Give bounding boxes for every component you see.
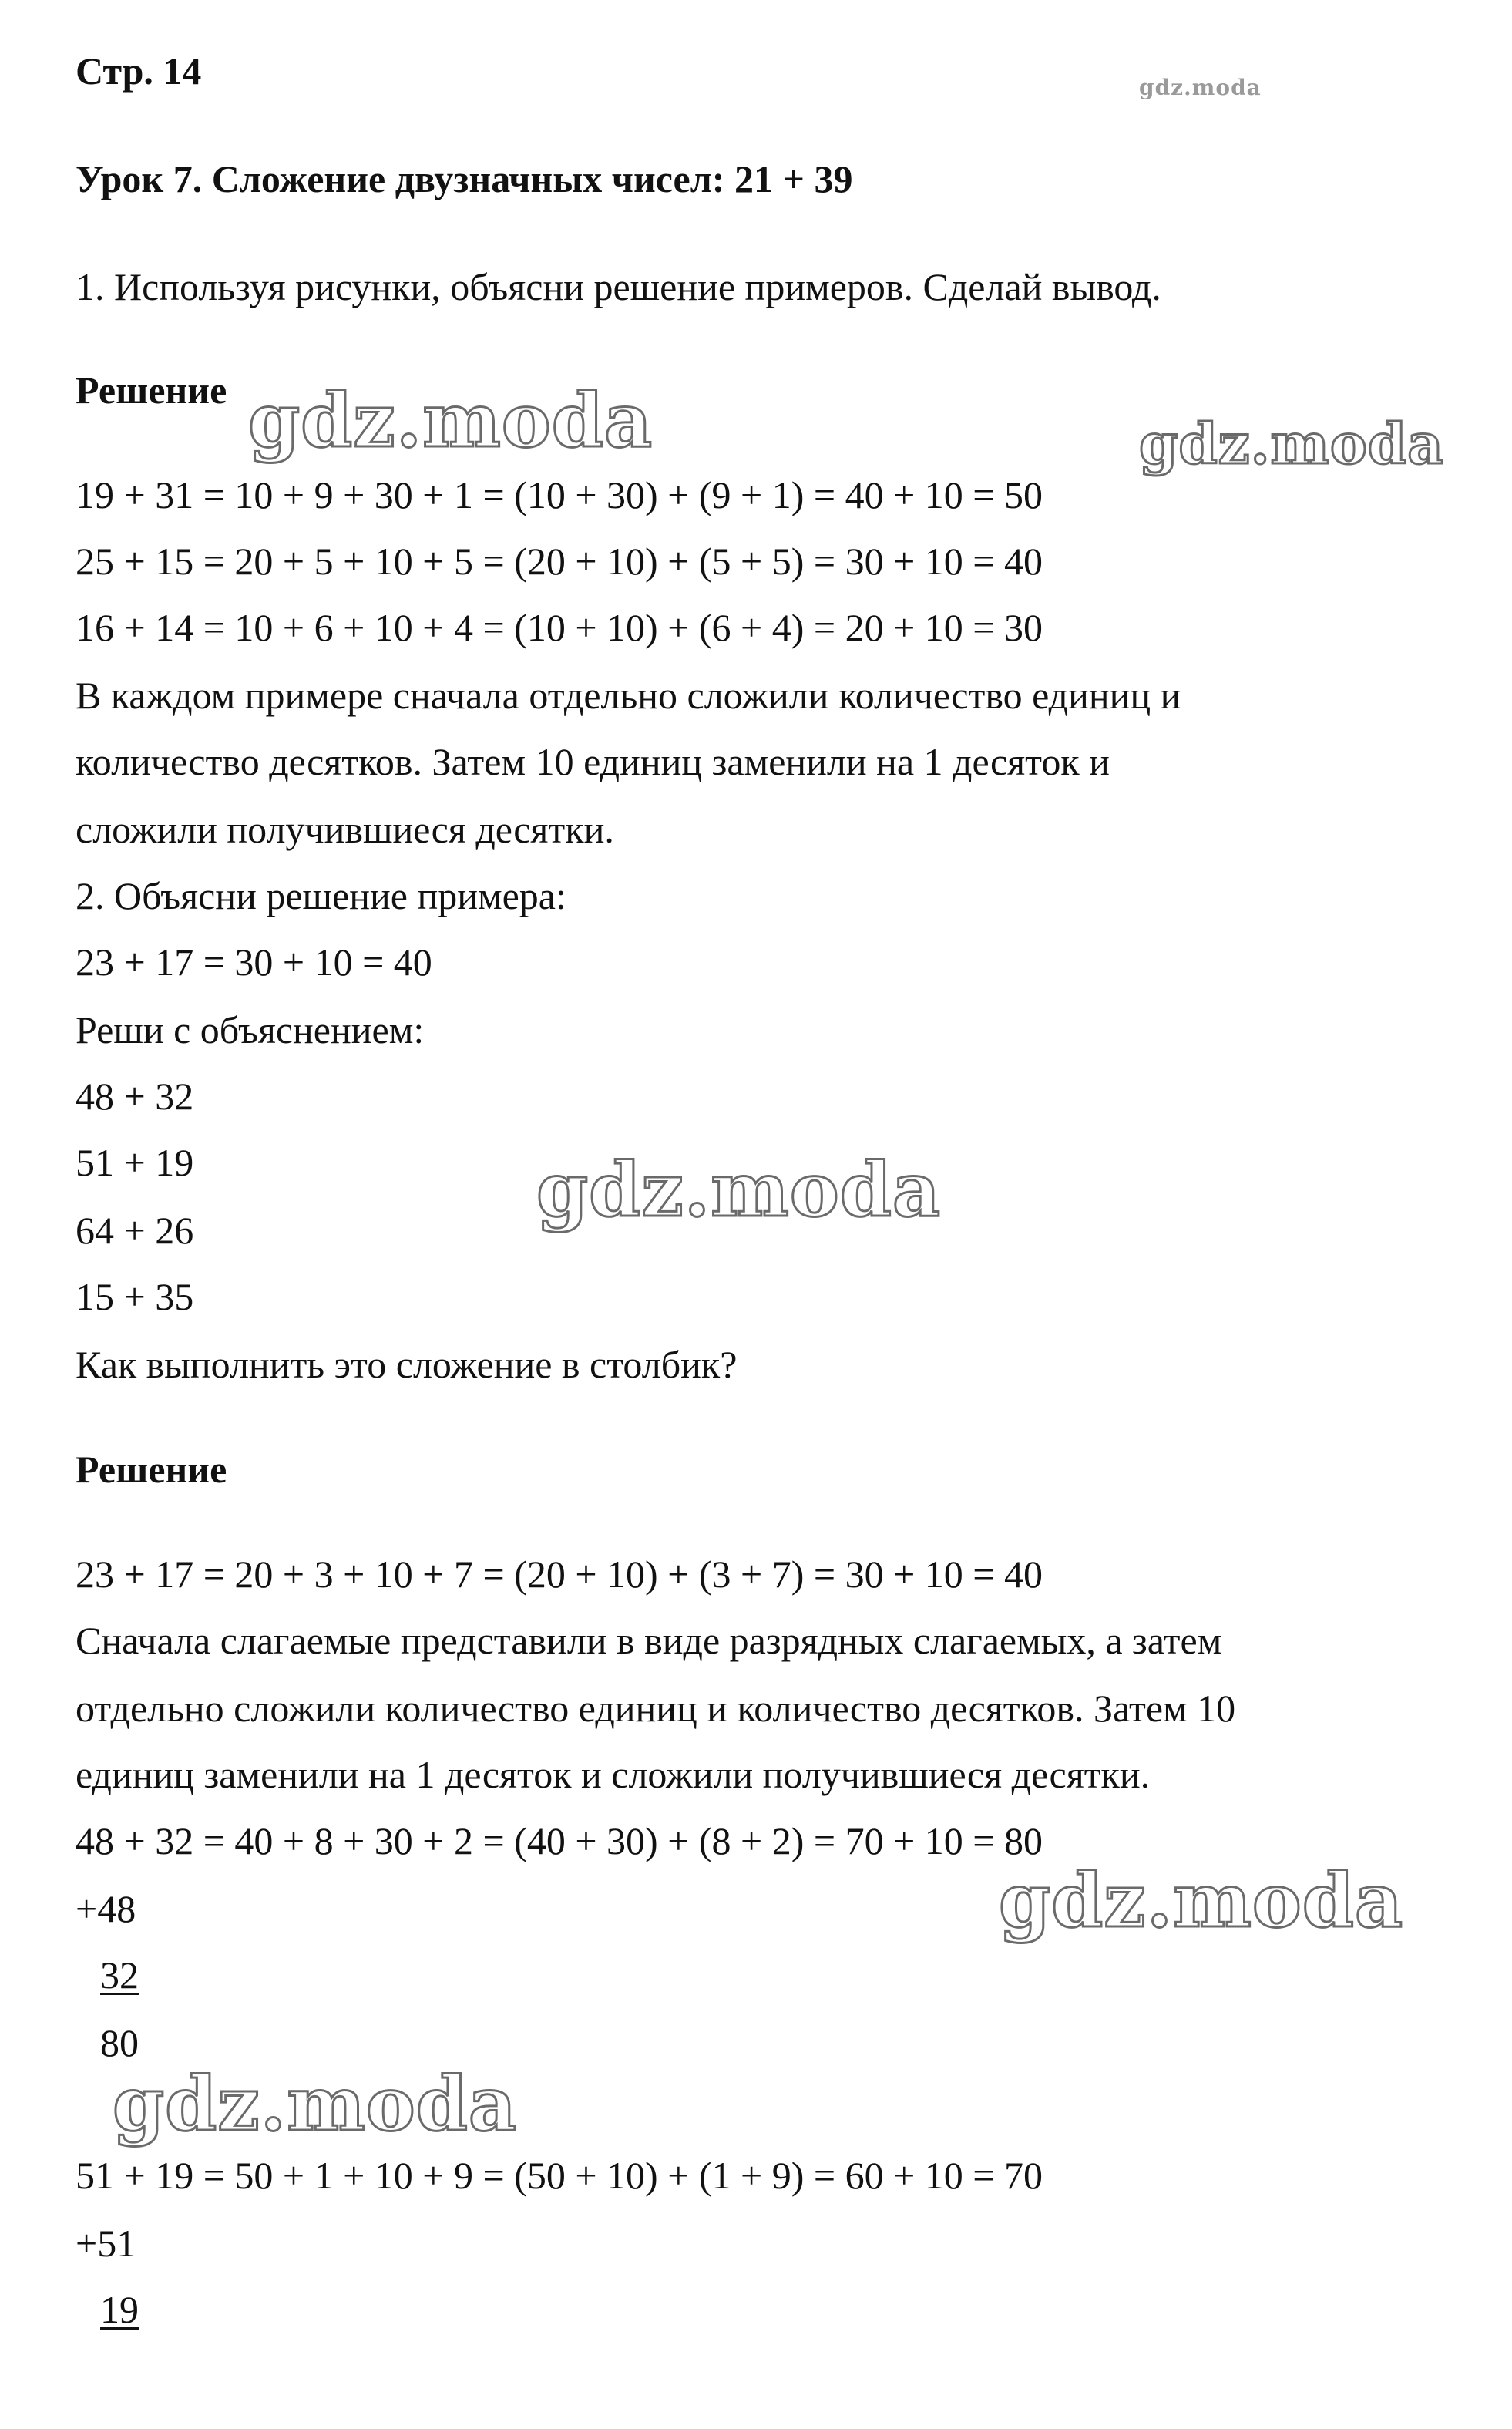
worked-2-column-second: 19 [100, 2288, 139, 2331]
watermark-large: gdz.moda [536, 1146, 942, 1233]
worked-2-column-first: +51 [76, 2222, 136, 2265]
task1-equation-1: 19 + 31 = 10 + 9 + 30 + 1 = (10 + 30) + (9 + 1) = 40 + 10 = 50 [76, 473, 1043, 516]
task1-solution-heading: Решение [76, 368, 227, 412]
task1-conclusion-line-2: количество десятков. Затем 10 единиц заменили на 1 десяток и [76, 740, 1110, 783]
lesson-title: Урок 7. Сложение двузначных чисел: 21 + 39 [76, 157, 853, 200]
watermark-small: gdz.moda [1139, 75, 1262, 100]
watermark-large: gdz.moda [113, 2061, 518, 2148]
worked-1-column-second: 32 [100, 1953, 139, 1997]
task2-explanation-line-1: Сначала слагаемые представили в виде разрядных слагаемых, а затем [76, 1619, 1222, 1662]
task2-question: Как выполнить это сложение в столбик? [76, 1343, 738, 1386]
task2-solution-equation: 23 + 17 = 20 + 3 + 10 + 7 = (20 + 10) + (3 + 7) = 30 + 10 = 40 [76, 1553, 1043, 1596]
watermark-large: gdz.moda [999, 1857, 1404, 1944]
worked-1-column-first: +48 [76, 1887, 136, 1930]
worked-1-equation: 48 + 32 = 40 + 8 + 30 + 2 = (40 + 30) + (8 + 2) = 70 + 10 = 80 [76, 1819, 1043, 1862]
task2-exercise-1: 48 + 32 [76, 1075, 194, 1118]
task1-equation-2: 25 + 15 = 20 + 5 + 10 + 5 = (20 + 10) + (5 + 5) = 30 + 10 = 40 [76, 540, 1043, 583]
watermark-large: gdz.moda [1139, 411, 1444, 476]
task1-equation-3: 16 + 14 = 10 + 6 + 10 + 4 = (10 + 10) + (6 + 4) = 20 + 10 = 30 [76, 606, 1043, 649]
task2-exercise-4: 15 + 35 [76, 1275, 194, 1318]
task2-explanation-line-2: отдельно сложили количество единиц и количество десятков. Затем 10 [76, 1687, 1236, 1730]
task2-exercise-3: 64 + 26 [76, 1209, 194, 1252]
task2-example: 23 + 17 = 30 + 10 = 40 [76, 940, 432, 984]
page-number: Стр. 14 [76, 49, 202, 93]
task1-conclusion-line-1: В каждом примере сначала отдельно сложили количество единиц и [76, 674, 1181, 717]
task2-exercise-2: 51 + 19 [76, 1141, 194, 1184]
task2-explanation-line-3: единиц заменили на 1 десяток и сложили получившиеся десятки. [76, 1753, 1151, 1796]
watermark-large: gdz.moda [248, 377, 654, 464]
worked-2-equation: 51 + 19 = 50 + 1 + 10 + 9 = (50 + 10) + (1 + 9) = 60 + 10 = 70 [76, 2154, 1043, 2197]
task1-statement: 1. Используя рисунки, объясни решение примеров. Сделай вывод. [76, 265, 1161, 308]
worked-1-column-result: 80 [100, 2021, 139, 2064]
task2-solution-heading: Решение [76, 1448, 227, 1491]
task1-conclusion-line-3: сложили получившиеся десятки. [76, 808, 614, 851]
task2-prompt: Реши с объяснением: [76, 1008, 425, 1051]
task2-statement: 2. Объясни решение примера: [76, 874, 566, 917]
